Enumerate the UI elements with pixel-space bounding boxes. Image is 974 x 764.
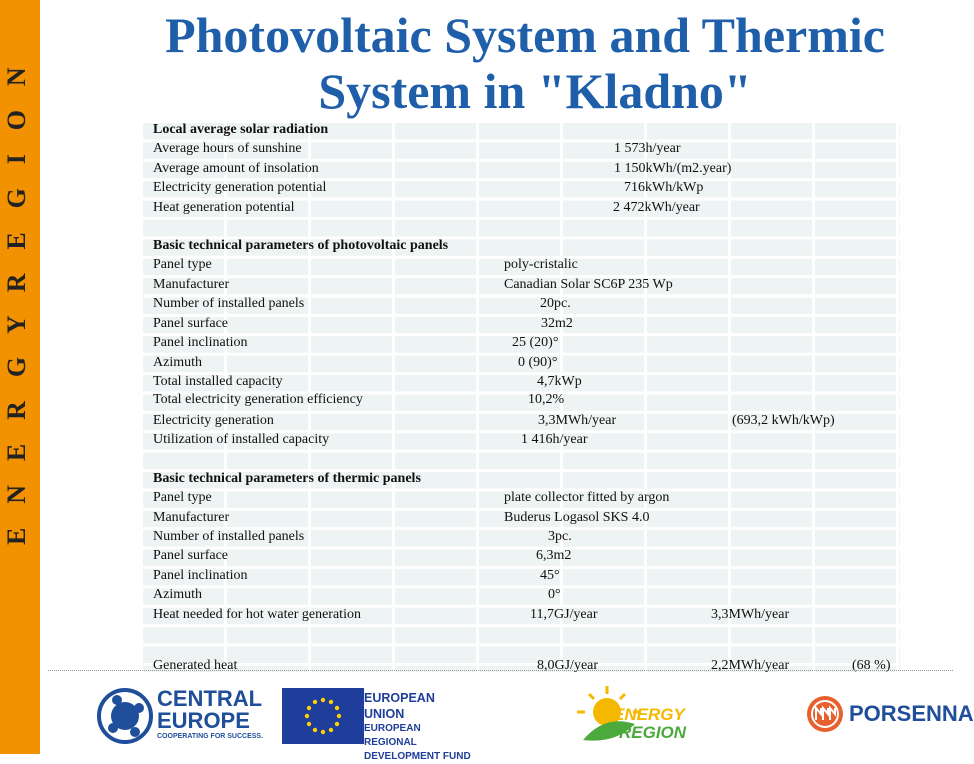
porsenna-text: PORSENNA — [849, 701, 974, 726]
solar-label-electricity: Electricity generation potential — [153, 180, 327, 195]
pv-value-inclination: 25 (20)° — [512, 335, 559, 350]
solar-header: Local average solar radiation — [153, 122, 329, 137]
central-europe-line2: EUROPE — [157, 708, 250, 733]
thermal-label-type: Panel type — [153, 490, 212, 505]
central-europe-tagline: COOPERATING FOR SUCCESS. — [157, 733, 264, 740]
energy-region-line2: REGION — [619, 723, 687, 742]
footer-divider — [48, 670, 953, 671]
thermal-label-azimuth: Azimuth — [153, 587, 202, 602]
pv-header: Basic technical parameters of photovoltaic panels — [153, 238, 449, 253]
pv-value-surface: 32m2 — [541, 316, 573, 331]
energy-region-line1: ENERGY — [613, 705, 685, 724]
pv-label-generation: Electricity generation — [153, 413, 274, 428]
sidebar-vertical-text: E N E R G Y R E G I O N — [2, 58, 31, 545]
thermal-value-count: 3pc. — [548, 529, 572, 544]
logo-strip — [40, 680, 974, 762]
pv-label-type: Panel type — [153, 257, 212, 272]
generated-heat-value: 8,0GJ/year — [537, 658, 599, 673]
pv-label-count: Number of installed panels — [153, 296, 305, 311]
page-title — [90, 4, 960, 122]
thermal-label-count: Number of installed panels — [153, 529, 305, 544]
porsenna-emblem-icon — [805, 694, 845, 734]
porsenna-logo — [805, 694, 974, 734]
title-line-1: Photovoltaic System and Thermic — [165, 7, 885, 63]
pv-value-count: 20pc. — [540, 296, 571, 311]
pv-label-utilization: Utilization of installed capacity — [153, 432, 330, 447]
pv-label-capacity: Total installed capacity — [153, 374, 283, 389]
pv-label-efficiency: Total electricity generation efficiency — [153, 392, 363, 407]
sidebar-band — [0, 0, 40, 754]
pv-value-manufacturer: Canadian Solar SC6P 235 Wp — [504, 277, 673, 292]
thermal-label-hotwater: Heat needed for hot water generation — [153, 607, 361, 622]
thermal-value-inclination: 45° — [540, 568, 560, 583]
generated-heat-mwh: 2,2MWh/year — [711, 658, 790, 673]
eu-text — [364, 690, 474, 762]
central-europe-logo — [95, 686, 295, 746]
energy-region-logo — [575, 684, 715, 748]
central-europe-emblem-icon — [95, 686, 155, 746]
solar-label-insolation: Average amount of insolation — [153, 161, 319, 176]
thermal-value-type: plate collector fitted by argon — [504, 490, 670, 505]
thermal-value-hotwater-mwh: 3,3MWh/year — [711, 607, 790, 622]
eu-line1: EUROPEAN UNION — [364, 691, 435, 721]
central-europe-line1: CENTRAL — [157, 686, 263, 711]
thermal-value-surface: 6,3m2 — [536, 548, 572, 563]
pv-label-surface: Panel surface — [153, 316, 229, 331]
thermal-value-azimuth: 0° — [548, 587, 561, 602]
thermal-label-manufacturer: Manufacturer — [153, 510, 230, 525]
thermal-label-surface: Panel surface — [153, 548, 229, 563]
thermal-value-hotwater: 11,7GJ/year — [530, 607, 598, 622]
pv-value-azimuth: 0 (90)° — [518, 355, 558, 370]
pv-value-utilization: 1 416h/year — [521, 432, 588, 447]
pv-label-azimuth: Azimuth — [153, 355, 202, 370]
pv-label-manufacturer: Manufacturer — [153, 277, 230, 292]
eu-line2: EUROPEAN REGIONAL — [364, 723, 421, 748]
solar-value-insolation: 1 150kWh/(m2.year) — [614, 161, 732, 176]
pv-value-type: poly-cristalic — [504, 257, 578, 272]
pv-value-efficiency: 10,2% — [528, 392, 565, 407]
pv-label-inclination: Panel inclination — [153, 335, 248, 350]
pv-value-capacity: 4,7kWp — [537, 374, 582, 389]
eu-stars-icon — [282, 688, 364, 744]
solar-value-heat: 2 472kWh/year — [613, 200, 700, 215]
solar-label-hours: Average hours of sunshine — [153, 141, 302, 156]
thermal-header: Basic technical parameters of thermic panels — [153, 471, 421, 486]
thermal-value-manufacturer: Buderus Logasol SKS 4.0 — [504, 510, 650, 525]
pv-value-generation: 3,3MWh/year — [538, 413, 617, 428]
eu-line3: DEVELOPMENT FUND — [364, 751, 471, 762]
solar-value-hours: 1 573h/year — [614, 141, 681, 156]
pv-value-generation-ratio: (693,2 kWh/kWp) — [732, 413, 835, 428]
solar-value-electricity: 716kWh/kWp — [624, 180, 704, 195]
generated-heat-label: Generated heat — [153, 658, 238, 673]
eu-flag-icon — [282, 688, 364, 744]
title-line-2: System in "Kladno" — [318, 63, 752, 119]
generated-heat-percent: (68 %) — [852, 658, 891, 673]
solar-label-heat: Heat generation potential — [153, 200, 295, 215]
thermal-label-inclination: Panel inclination — [153, 568, 248, 583]
